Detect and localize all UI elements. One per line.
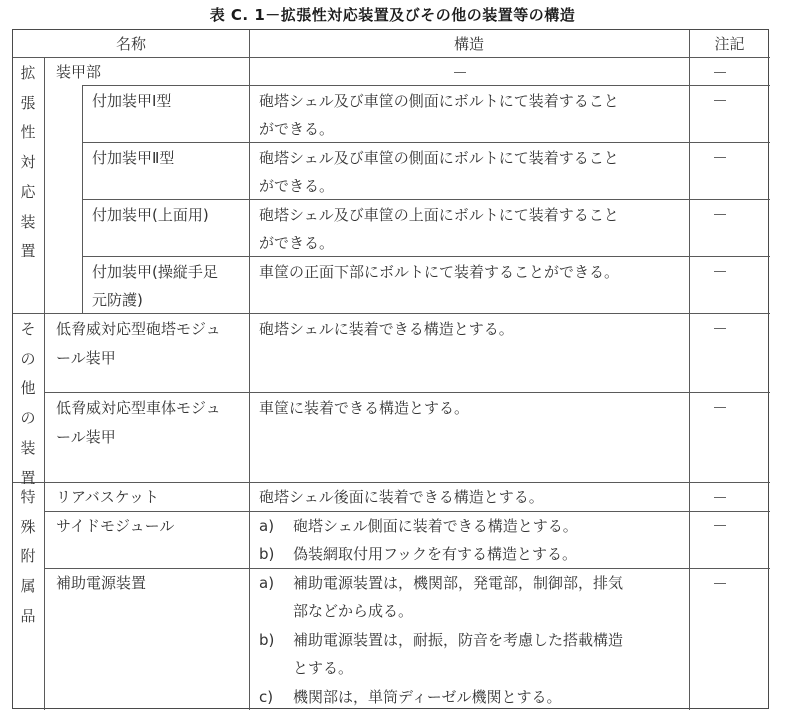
group-other-label: そ の 他 の 装 置 xyxy=(20,320,36,487)
row-divider xyxy=(82,85,770,86)
note-dash xyxy=(714,497,726,498)
row-name: 付加装甲(上面用) xyxy=(92,206,209,224)
structure-text: 砲塔シェル側面に装着できる構造とする。 xyxy=(293,517,578,535)
item-marker: c) xyxy=(259,688,274,706)
note-dash xyxy=(714,525,726,526)
note-dash xyxy=(714,407,726,408)
note-dash xyxy=(714,100,726,101)
structure-text: 砲塔シェルに装着できる構造とする。 xyxy=(259,320,514,338)
header-note: 注記 xyxy=(714,35,745,53)
item-marker: a) xyxy=(259,574,275,592)
structure-text: 補助電源装置は，機関部，発電部，制御部，排気 xyxy=(293,574,624,592)
empty-structure-dash xyxy=(454,72,466,73)
structure-text: 偽装網取付用フックを有する構造とする。 xyxy=(293,545,577,563)
item-marker: b) xyxy=(259,545,275,563)
group-expansion-label: 拡 張 性 対 応 装 置 xyxy=(20,64,36,261)
row-name: サイドモジュール xyxy=(56,517,175,535)
structure-text: 車筐に装着できる構造とする。 xyxy=(259,399,470,417)
structure-text: ができる。 xyxy=(259,177,335,195)
note-dash xyxy=(714,583,726,584)
col-divider xyxy=(82,85,83,313)
row-name: 装甲部 xyxy=(56,63,102,81)
row-divider xyxy=(44,392,770,393)
header-name: 名称 xyxy=(115,35,146,53)
row-name: ール装甲 xyxy=(56,349,116,367)
row-name: 補助電源装置 xyxy=(56,574,147,592)
item-marker: b) xyxy=(259,631,275,649)
structure-text: 砲塔シェル及び車筐の側面にボルトにて装着すること xyxy=(259,149,619,167)
row-divider xyxy=(82,142,770,143)
structure-text: 砲塔シェル後面に装着できる構造とする。 xyxy=(259,488,544,506)
row-name: リアバスケット xyxy=(56,488,160,506)
note-dash xyxy=(714,214,726,215)
structure-text: 車筐の正面下部にボルトにて装着することができる。 xyxy=(259,263,620,281)
structure-text: 砲塔シェル及び車筐の側面にボルトにて装着すること xyxy=(259,92,619,110)
col-divider xyxy=(249,30,250,710)
header-structure: 構造 xyxy=(453,35,484,53)
row-name: 付加装甲(操縦手足 xyxy=(92,263,218,281)
structure-text: ができる。 xyxy=(259,234,335,252)
structure-text: 部などから成る。 xyxy=(293,602,414,620)
structure-table xyxy=(12,29,769,709)
note-dash xyxy=(714,328,726,329)
structure-text: 補助電源装置は，耐振，防音を考慮した搭載構造 xyxy=(293,631,624,649)
col-divider xyxy=(689,30,690,710)
note-dash xyxy=(714,72,726,73)
structure-text: 機関部は，単筒ディーゼル機関とする。 xyxy=(293,688,562,706)
table-title: 表 C. 1－拡張性対応装置及びその他の装置等の構造 xyxy=(209,6,576,24)
row-name: 付加装甲Ⅱ型 xyxy=(92,149,175,167)
row-name: 付加装甲Ⅰ型 xyxy=(92,92,172,110)
row-name: 低脅威対応型砲塔モジュ xyxy=(56,320,221,338)
row-name: 元防護) xyxy=(92,291,143,309)
item-marker: a) xyxy=(259,517,275,535)
structure-text: 砲塔シェル及び車筐の上面にボルトにて装着すること xyxy=(259,206,619,224)
group-special-label: 特 殊 附 属 品 xyxy=(20,488,36,625)
row-divider xyxy=(82,199,770,200)
note-dash xyxy=(714,157,726,158)
row-name: 低脅威対応型車体モジュ xyxy=(56,399,221,417)
col-divider xyxy=(44,57,45,710)
note-dash xyxy=(714,271,726,272)
structure-text: ができる。 xyxy=(259,120,335,138)
row-divider xyxy=(82,256,770,257)
structure-text: とする。 xyxy=(293,659,354,677)
row-name: ール装甲 xyxy=(56,428,116,446)
